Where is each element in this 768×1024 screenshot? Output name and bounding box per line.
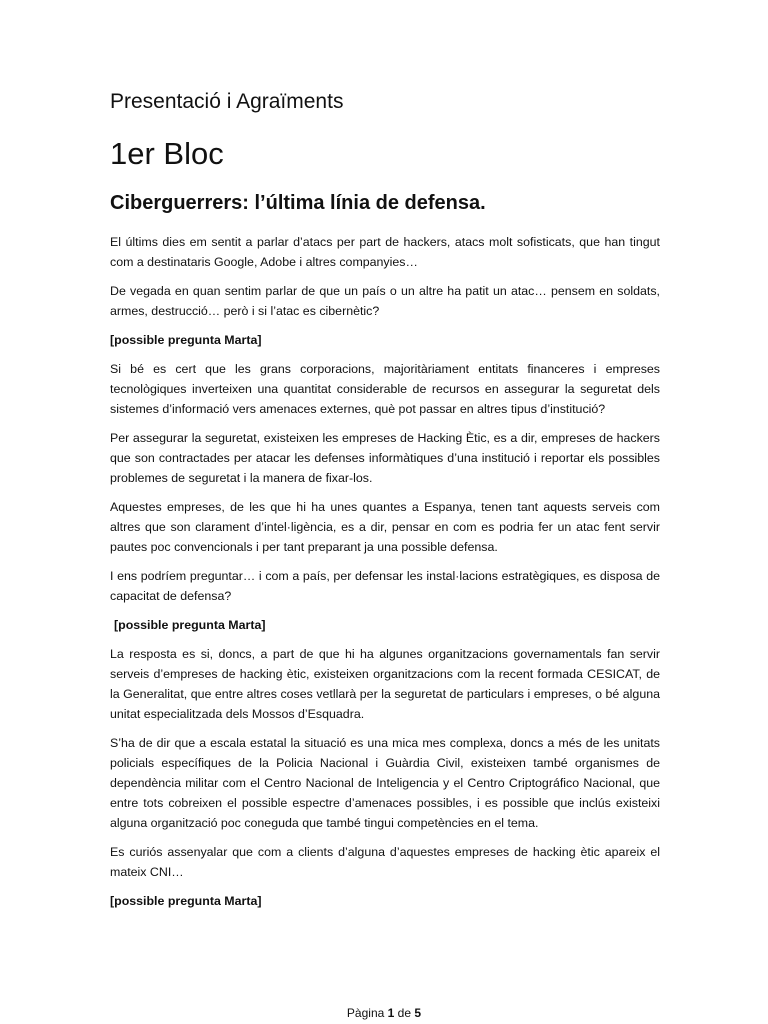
page-footer [0,1006,768,1020]
question-note: [possible pregunta Marta] [110,894,262,909]
page-total: 5 [414,1006,422,1020]
body-paragraph: Es curiós assenyalar que com a clients d’alguna d’aquestes empreses de hacking ètic apareix el mateix CNI… [110,845,660,880]
of-label: de [397,1006,412,1020]
body-paragraph: S’ha de dir que a escala estatal la situació es una mica mes complexa, doncs a més de les unitats policials específiques de la Policia Nacional i Guàrdia Civil, existeixen també organismes de dependència militar com el Centro Nacional de Inteligencia y el Centro Criptográfico Nacional, que entre tots cobreixen el possible espectre d’amenaces possibles, i es possible que inclús existeixi alguna organització poc coneguda que també tingui competències en el tema. [110,736,660,831]
question-note: [possible pregunta Marta] [110,333,262,348]
body-paragraph: I ens podríem preguntar… i com a país, per defensar les instal·lacions estratègiques, es disposa de capacitat de defensa? [110,569,660,604]
body-paragraph: El últims dies em sentit a parlar d’atacs per part de hackers, atacs molt sofisticats, que han tingut com a destinataris Google, Adobe i altres companyies… [110,235,660,270]
question-note: [possible pregunta Marta] [114,618,266,633]
section-heading: Presentació i Agraïments [110,90,344,113]
page-number: 1 [387,1006,395,1020]
page-label: Pàgina [346,1006,385,1020]
body-paragraph: Aquestes empreses, de les que hi ha unes quantes a Espanya, tenen tant aquests serveis com altres que son clarament d’intel·ligència, es a dir, pensar en com es podria fer un atac fent servir pautes poc convencionals i per tant preparant ja una possible defensa. [110,500,660,555]
block-heading: 1er Bloc [110,136,224,172]
body-paragraph: De vegada en quan sentim parlar de que un país o un altre ha patit un atac… pensem en soldats, armes, destrucció… però i si l’atac es cibernètic? [110,284,660,319]
body-paragraph: Per assegurar la seguretat, existeixen les empreses de Hacking Ètic, es a dir, empreses de hackers que son contractades per atacar les defenses informàtiques d’una institució i reportar els possibles problemes de seguretat i la manera de fixar-los. [110,431,660,486]
document-page [110,88,660,920]
body-paragraph: La resposta es si, doncs, a part de que hi ha algunes organitzacions governamentals fan servir serveis d’empreses de hacking ètic, existeixen organitzacions com la recent formada CESICAT, de la Generalitat, que entre altres coses vetllarà per la seguretat de particulars i empreses, o bé alguna unitat especialitzada dels Mossos d’Esquadra. [110,647,660,722]
paragraph-list [110,232,660,911]
body-paragraph: Si bé es cert que les grans corporacions, majoritàriament entitats financeres i empreses tecnològiques inverteixen una quantitat considerable de recursos en assegurar la seguretat dels sistemes d’informació vers amenaces externes, què pot passar en altres tipus d’institució? [110,362,660,417]
document-title: Ciberguerrers: l’última línia de defensa. [110,192,486,215]
